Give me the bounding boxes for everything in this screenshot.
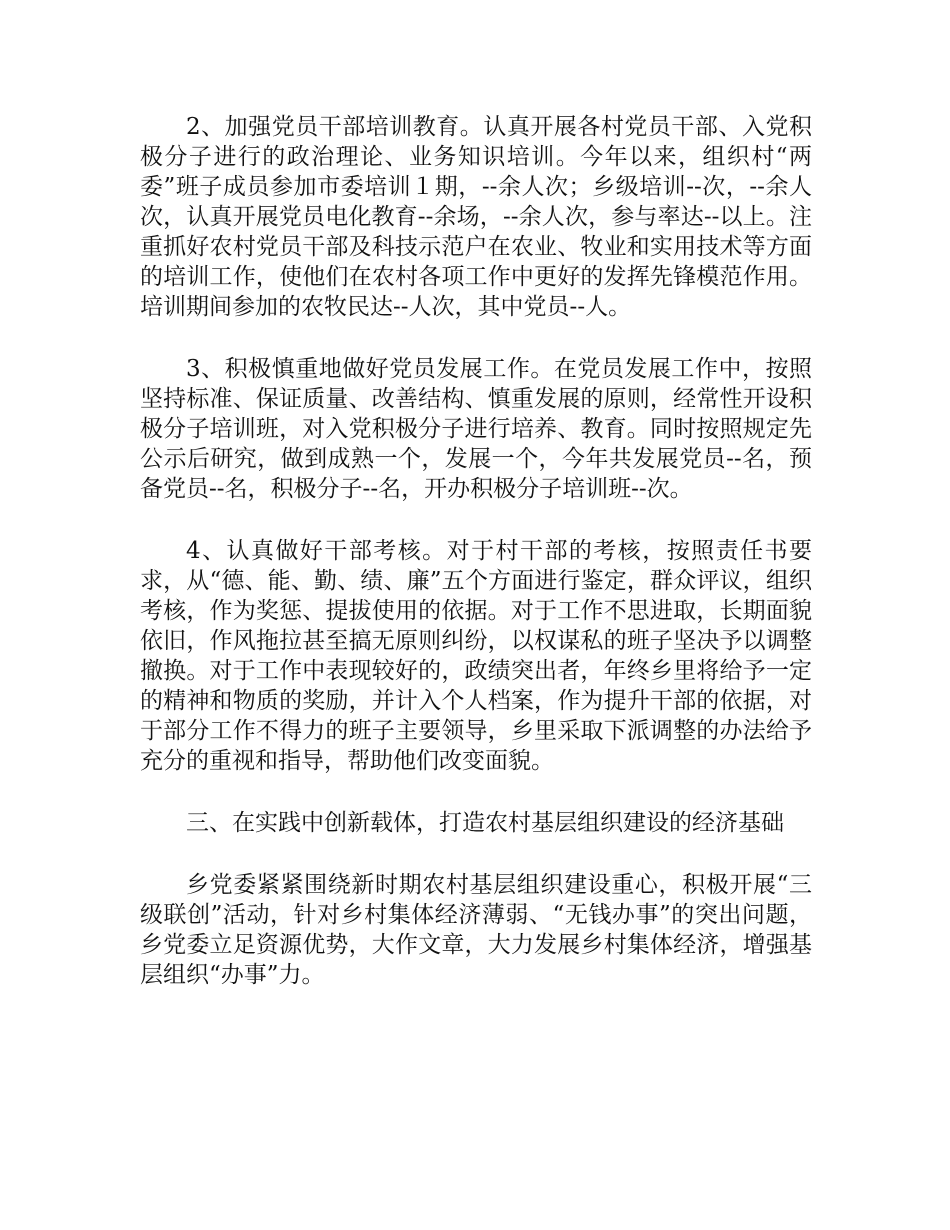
paragraph-cadre-training: 2、加强党员干部培训教育。认真开展各村党员干部、入党积极分子进行的政治理论、业务知识培训。今年以来，组织村“两委”班子成员参加市委培训１期，--余人次；乡级培训--次，--余人次，认真开展党员电化教育--余场，--余人次，参与率达--以上。注重抓好农村党员干部及科技示范户在农业、牧业和实用技术等方面的培训工作，使他们在农村各项工作中更好的发挥先锋模范作用。培训期间参加的农牧民达--人次，其中党员--人。 (140, 114, 812, 320)
section-heading-economic-foundation: 三、在实践中创新载体，打造农村基层组织建设的经济基础 (186, 810, 784, 836)
document-body (140, 112, 812, 1022)
paragraph-cadre-assessment: 4、认真做好干部考核。对于村干部的考核，按照责任书要求，从“德、能、勤、绩、廉”五个方面进行鉴定，群众评议，组织考核，作为奖惩、提拔使用的依据。对于工作不思进取，长期面貌依旧，作风拖拉甚至搞无原则纠纷，以权谋私的班子坚决予以调整撤换。对于工作中表现较好的，政绩突出者，年终乡里将给予一定的精神和物质的奖励，并计入个人档案，作为提升干部的依据，对于部分工作不得力的班子主要领导，乡里采取下派调整的办法给予充分的重视和指导，帮助他们改变面貌。 (140, 538, 812, 774)
paragraph-member-development: 3、积极慎重地做好党员发展工作。在党员发展工作中，按照坚持标准、保证质量、改善结构、慎重发展的原则，经常性开设积极分子培训班，对入党积极分子进行培养、教育。同时按照规定先公示后研究，做到成熟一个，发展一个，今年共发展党员--名，预备党员--名，积极分子--名，开办积极分子培训班--次。 (140, 356, 812, 502)
paragraph-collective-economy: 乡党委紧紧围绕新时期农村基层组织建设重心，积极开展“三级联创”活动，针对乡村集体经济薄弱、“无钱办事”的突出问题，乡党委立足资源优势，大作文章，大力发展乡村集体经济，增强基层组织“办事”力。 (140, 872, 812, 988)
